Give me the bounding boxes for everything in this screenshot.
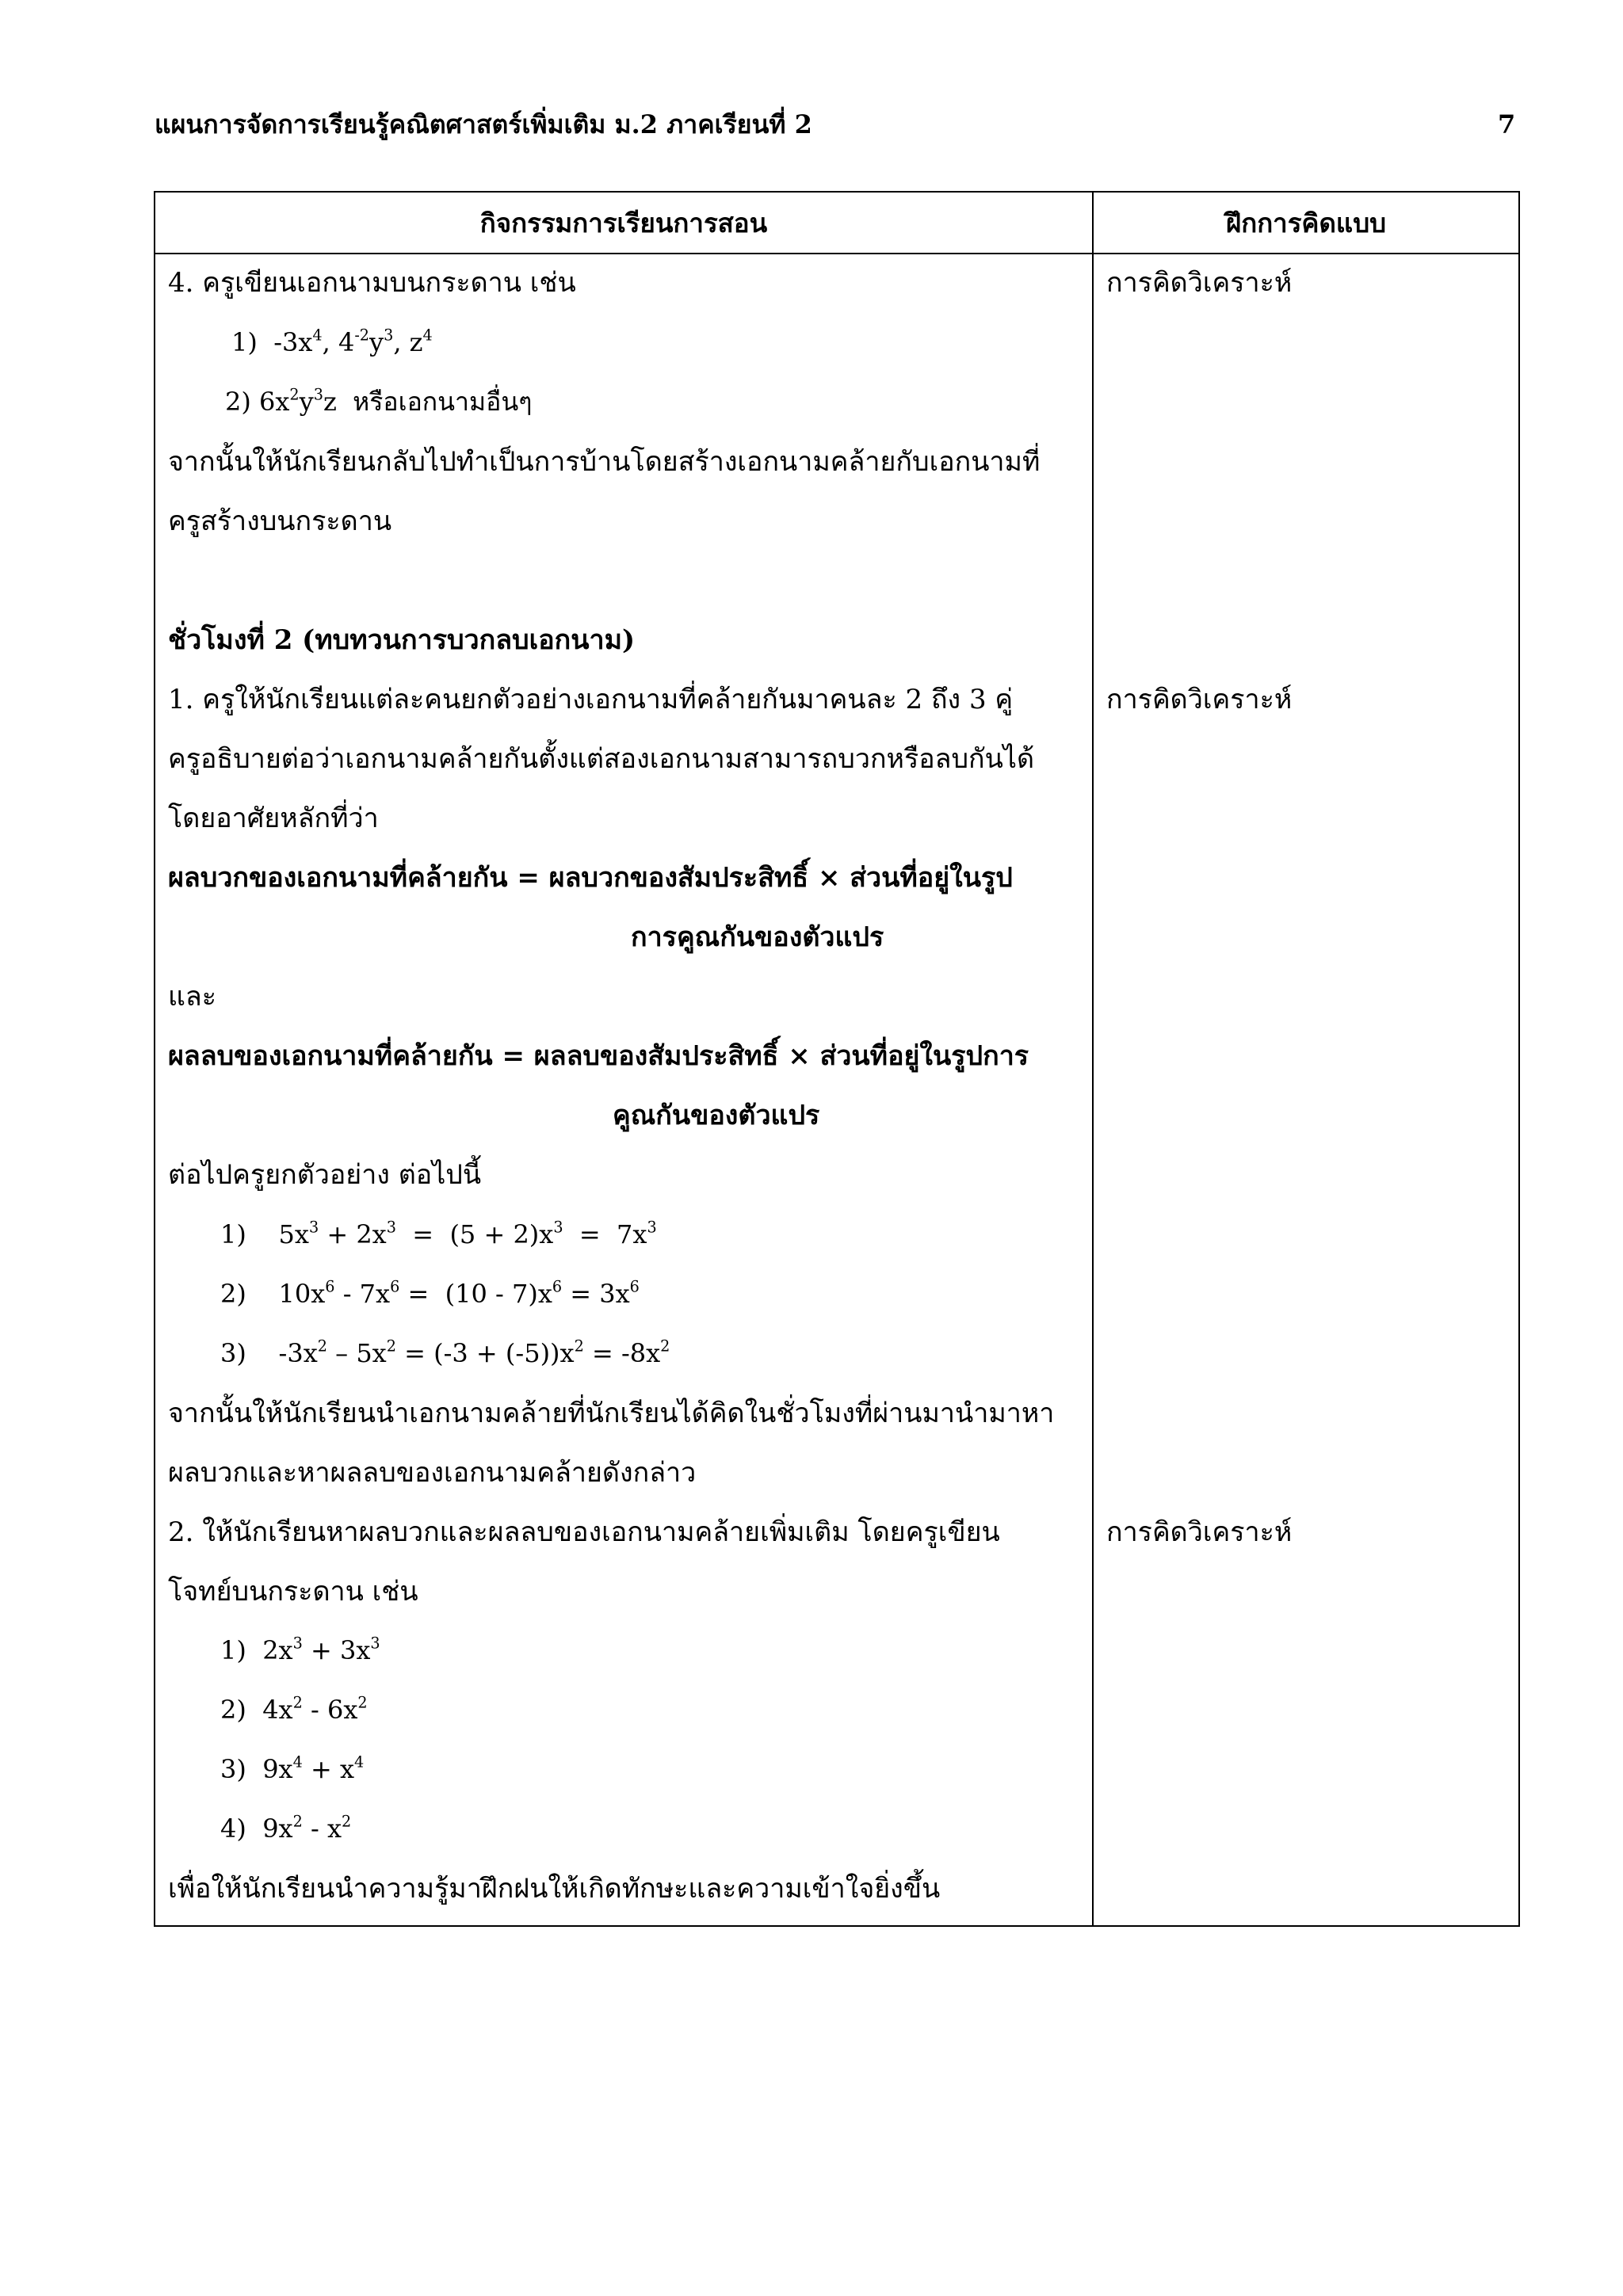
hour2-item1-line-2: ครูอธิบายต่อว่าเอกนามคล้ายกันตั้งแต่สองเอกนามสามารถบวกหรือลบกันได้ (168, 743, 1035, 775)
thinking-type-cell (1093, 254, 1519, 1926)
header-thinking-type: ฝึกการคิดแบบ (1093, 192, 1519, 254)
item4-example-1: 1) $-3x^4$, $4^{-2}y^3$, $z^4$ (231, 326, 433, 357)
rule-subtraction-line-1: ผลลบของเอกนามที่คล้ายกัน = ผลลบของสัมประสิทธิ์ × ส่วนที่อยู่ในรูปการ (168, 1040, 1029, 1072)
page-title: แผนการจัดการเรียนรู้คณิตศาสตร์เพิ่มเติม ม.2 ภาคเรียนที่ 2 (155, 109, 812, 139)
thinking-label: การคิดวิเคราะห์ (1106, 1516, 1293, 1548)
exercise-1: 1) $2x^3 + 3x^3$ (220, 1634, 380, 1665)
hour2-heading: ชั่วโมงที่ 2 (ทบทวนการบวกลบเอกนาม) (168, 624, 636, 656)
hour2-item2-line-2: โจทย์บนกระดาน เช่น (168, 1576, 418, 1608)
rule-addition-line-1: ผลบวกของเอกนามที่คล้ายกัน = ผลบวกของสัมประสิทธิ์ × ส่วนที่อยู่ในรูป (168, 862, 1013, 894)
page-number: 7 (1498, 109, 1516, 139)
lesson-plan-table (154, 191, 1520, 1927)
hour2-item1-line-1: 1. ครูให้นักเรียนแต่ละคนยกตัวอย่างเอกนามที่คล้ายกันมาคนละ 2 ถึง 3 คู่ (168, 684, 1014, 715)
closing-line: เพื่อให้นักเรียนนำความรู้มาฝึกฝนให้เกิดทักษะและความเข้าใจยิ่งขึ้น (168, 1873, 941, 1905)
exercise-2: 2) $4x^2 - 6x^2$ (220, 1693, 368, 1725)
example-add-1: 1) $5x^3 + 2x^3 = (5 + 2)x^3 = 7x^3$ (220, 1218, 657, 1249)
example-suffix: หรือเอกนามอื่นๆ (353, 387, 533, 417)
example-label: 2) (225, 387, 251, 417)
example-sub-1: 2) $10x^6 - 7x^6 = (10 - 7)x^6 = 3x^6$ (220, 1277, 640, 1309)
exercise-4: 4) $9x^2 - x^2$ (220, 1812, 352, 1844)
rule-addition-line-2: การคูณกันของตัวแปร (631, 921, 884, 953)
hour2-item2-line-1: 2. ให้นักเรียนหาผลบวกและผลลบของเอกนามคล้ายเพิ่มเติม โดยครูเขียน (168, 1516, 1000, 1548)
examples-intro: ต่อไปครูยกตัวอย่าง ต่อไปนี้ (168, 1159, 482, 1191)
rule-subtraction-line-2: คูณกันของตัวแปร (613, 1100, 820, 1131)
hour2-item1-line-3: โดยอาศัยหลักที่ว่า (168, 803, 379, 834)
table-header-row (155, 192, 1519, 254)
thinking-label: การคิดวิเคราะห์ (1106, 684, 1293, 715)
example-label: 1) (231, 327, 258, 357)
follow2-line-2: ผลบวกและหาผลลบของเอกนามคล้ายดังกล่าว (168, 1457, 697, 1489)
example-sub-2: 3) $-3x^2 - 5x^2 = (-3 + (-5))x^2 = -8x^2$ (220, 1337, 670, 1368)
item4-intro: 4. ครูเขียนเอกนามบนกระดาน เช่น (168, 267, 576, 299)
item4-follow-line-1: จากนั้นให้นักเรียนกลับไปทำเป็นการบ้านโดยสร้างเอกนามคล้ายกับเอกนามที่ (168, 446, 1041, 478)
follow2-line-1: จากนั้นให้นักเรียนนำเอกนามคล้ายที่นักเรียนได้คิดในชั่วโมงที่ผ่านมานำมาหา (168, 1398, 1055, 1429)
and-connector: และ (168, 981, 217, 1013)
exercise-3: 3) $9x^4 + x^4$ (220, 1753, 365, 1784)
thinking-label: การคิดวิเคราะห์ (1106, 267, 1293, 299)
activities-cell (155, 254, 1093, 1926)
item4-follow-line-2: ครูสร้างบนกระดาน (168, 505, 392, 537)
table-body-row (155, 254, 1519, 1926)
header-activities: กิจกรรมการเรียนการสอน (155, 192, 1093, 254)
item4-example-2: 2) $6x^2y^3z$ หรือเอกนามอื่นๆ (225, 385, 533, 417)
